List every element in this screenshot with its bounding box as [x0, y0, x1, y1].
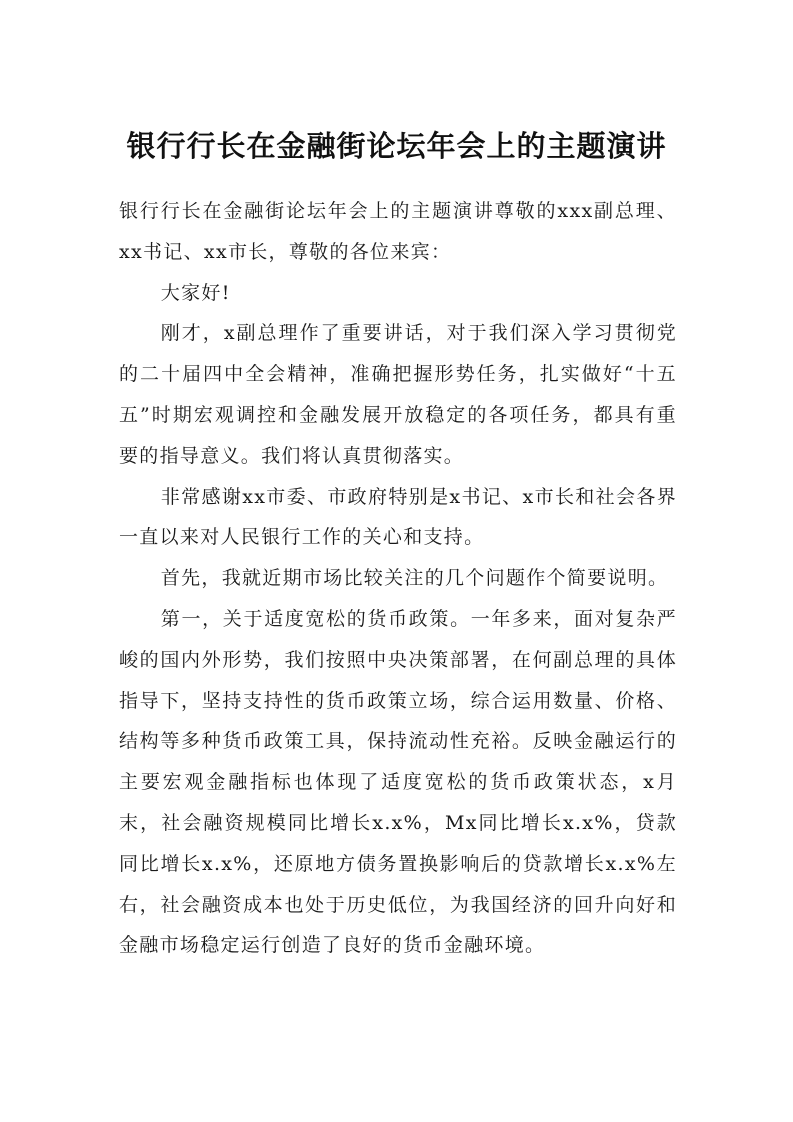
- greeting-paragraph: 大家好!: [160, 281, 231, 304]
- salutation-paragraph: 银行行长在金融街论坛年会上的主题演讲尊敬的xxx副总理、xx书记、xx市长，尊敬的各位来宾：: [119, 200, 677, 263]
- body-paragraph: 刚才，x副总理作了重要讲话，对于我们深入学习贯彻党的二十届四中全会精神，准确把握形势任务，扎实做好“十五五”时期宏观调控和金融发展开放稳定的各项任务，都具有重要的指导意义。我们将认真贯彻落实。: [119, 322, 677, 467]
- body-paragraph: 第一，关于适度宽松的货币政策。一年多来，面对复杂严峻的国内外形势，我们按照中央决策部署，在何副总理的具体指导下，坚持支持性的货币政策立场，综合运用数量、价格、结构等多种货币政策工具，保持流动性充裕。反映金融运行的主要宏观金融指标也体现了适度宽松的货币政策状态，x月末，社会融资规模同比增长x.x%，Mx同比增长x.x%，贷款同比增长x.x%，还原地方债务置换影响后的贷款增长x.x%左右，社会融资成本也处于历史低位，为我国经济的回升向好和金融市场稳定运行创造了良好的货币金融环境。: [119, 607, 677, 957]
- body-paragraph: 非常感谢xx市委、市政府特别是x书记、x市长和社会各界一直以来对人民银行工作的关心和支持。: [119, 485, 677, 549]
- document-title: 银行行长在金融街论坛年会上的主题演讲: [126, 129, 667, 163]
- document-body: [119, 191, 677, 966]
- body-paragraph: 首先，我就近期市场比较关注的几个问题作个简要说明。: [160, 567, 669, 590]
